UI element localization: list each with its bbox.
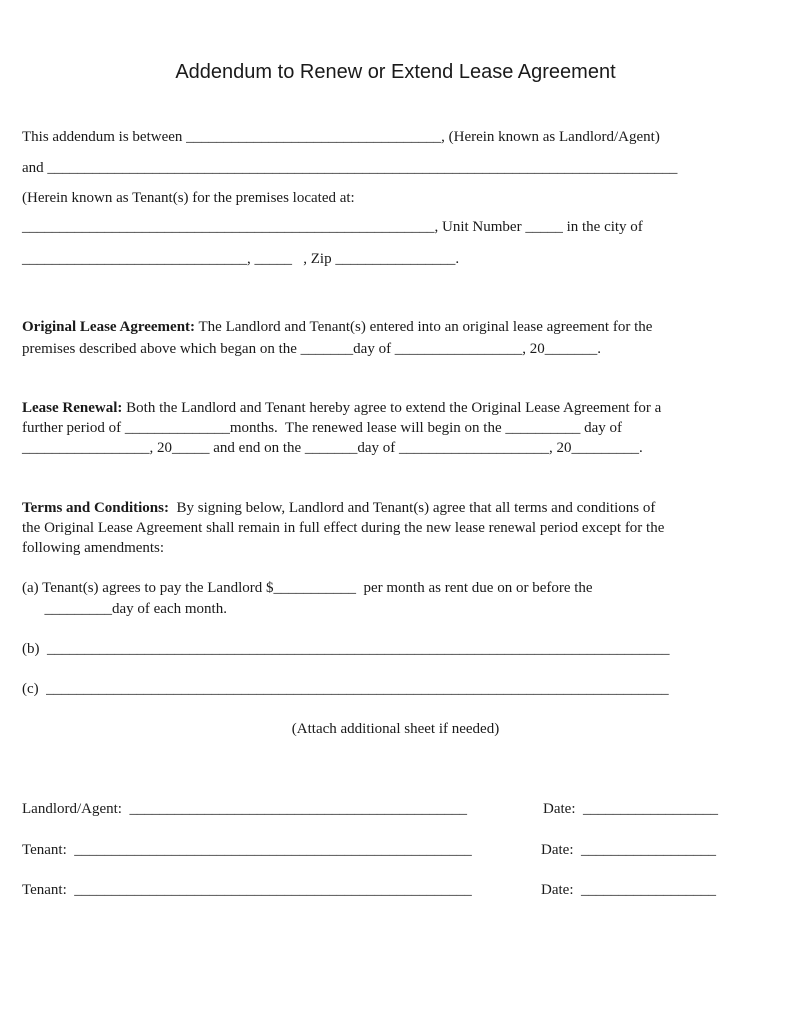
parties-line-4: _______________________________________________________, Unit Number _____ in the city of	[22, 219, 643, 235]
tenant-1-signature-line: Tenant: _____________________________________________________	[22, 842, 472, 858]
parties-line-2: and ____________________________________________________________________________________	[22, 160, 678, 176]
tenant-2-date-line: Date: __________________	[541, 882, 716, 898]
renewal-heading: Lease Renewal:	[22, 400, 123, 416]
tenant-1-date-line: Date: __________________	[541, 842, 716, 858]
renewal-line-2: further period of ______________months. The renewed lease will begin on the __________ day of	[22, 420, 623, 436]
renewal-text: Both the Landlord and Tenant hereby agree to extend the Original Lease Agreement for a	[122, 400, 662, 416]
amendment-a-line-2: _________day of each month.	[22, 601, 227, 617]
original-lease-text: The Landlord and Tenant(s) entered into an original lease agreement for the	[195, 319, 653, 335]
original-lease-heading: Original Lease Agreement:	[22, 319, 196, 335]
amendment-b: (b) ___________________________________________________________________________________	[22, 641, 670, 657]
parties-line-3: (Herein known as Tenant(s) for the premises located at:	[22, 190, 355, 206]
original-lease-line-2: premises described above which began on the _______day of _________________, 20_______.	[22, 341, 602, 357]
landlord-signature-line: Landlord/Agent: _____________________________________________	[22, 801, 467, 817]
parties-line-5: ______________________________, _____ , Zip ________________.	[22, 251, 460, 267]
amendment-a-line-1: (a) Tenant(s) agrees to pay the Landlord $___________ per month as rent due on or before the	[22, 580, 593, 596]
terms-line-2: the Original Lease Agreement shall remain in full effect during the new lease renewal period except for the	[22, 520, 665, 536]
document-title: Addendum to Renew or Extend Lease Agreement	[175, 61, 616, 83]
original-lease-line-1	[22, 318, 652, 336]
terms-heading: Terms and Conditions:	[22, 500, 169, 516]
attach-note: (Attach additional sheet if needed)	[291, 721, 500, 737]
amendment-c: (c) ___________________________________________________________________________________	[22, 681, 669, 697]
renewal-line-1	[22, 399, 661, 417]
terms-line-3: following amendments:	[22, 540, 165, 556]
parties-line-1: This addendum is between __________________________________, (Herein known as Landlord/Agent)	[22, 129, 660, 145]
terms-text: By signing below, Landlord and Tenant(s) agree that all terms and conditions of	[168, 500, 656, 516]
landlord-date-line: Date: __________________	[543, 801, 718, 817]
terms-line-1	[22, 499, 655, 517]
tenant-2-signature-line: Tenant: _____________________________________________________	[22, 882, 472, 898]
renewal-line-3: _________________, 20_____ and end on the _______day of ____________________, 20_________.	[22, 440, 643, 456]
